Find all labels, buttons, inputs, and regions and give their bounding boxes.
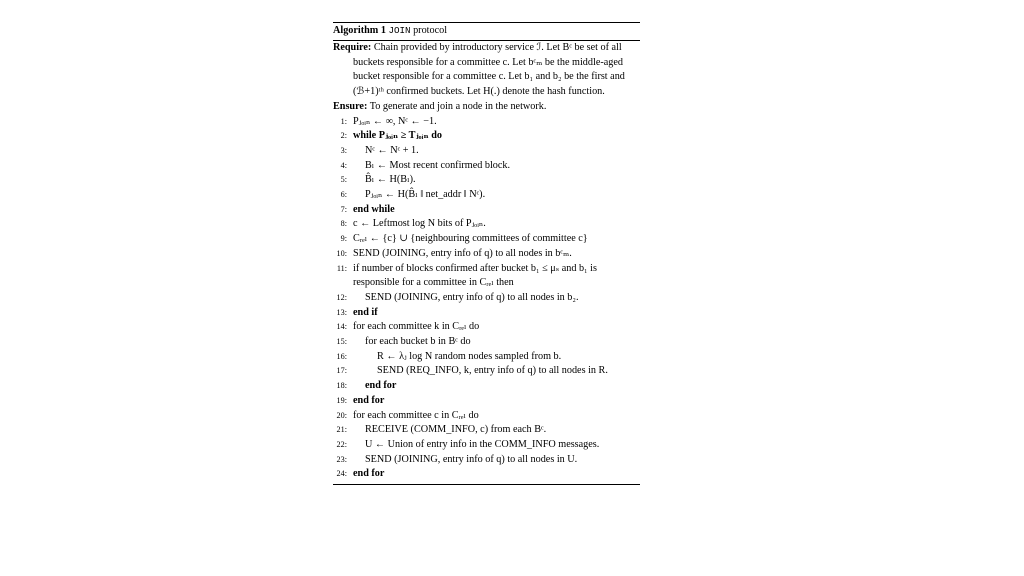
require-block — [333, 41, 640, 100]
ensure-label: Ensure: — [333, 100, 368, 112]
line-text: B̂ₗ ← H(Bₗ). — [365, 174, 416, 186]
line-number: 2: — [340, 131, 347, 141]
line-number: 10: — [336, 248, 347, 258]
line-number: 6: — [340, 190, 347, 200]
algo-line-1 — [333, 115, 640, 130]
require-label: Require: — [333, 42, 372, 53]
algo-line-3 — [333, 144, 640, 159]
algo-line-17 — [333, 364, 640, 379]
line-number: 20: — [336, 410, 347, 420]
line-number: 13: — [336, 307, 347, 317]
line-text: for each committee k in Cᵣₑₗ do — [353, 321, 480, 333]
line-text: while Pⱼₒᵢₙ ≥ Tⱼₒᵢₙ do — [353, 130, 442, 142]
algo-line-21 — [333, 423, 640, 438]
line-text: SEND (JOINING, entry info of q) to all nodes in U. — [365, 453, 578, 465]
line-text: Pⱼₒᵢₙ ← ∞, Nᶜ ← −1. — [353, 115, 437, 127]
line-number: 19: — [336, 395, 347, 405]
line-text: for each bucket b in Bᶜ do — [365, 336, 471, 348]
line-text: Pⱼₒᵢₙ ← H(B̂ₗ ‖ net_addr ‖ Nᶜ). — [365, 189, 486, 201]
line-number: 23: — [336, 454, 347, 464]
algo-line-19 — [333, 394, 640, 409]
line-text: if number of blocks confirmed after bucket b₁ ≤ μₛ and b₁ is responsible for a committee in Cᵣₑₗ then — [353, 262, 597, 289]
line-text: end for — [365, 380, 397, 392]
algo-line-6 — [333, 188, 640, 203]
algo-line-5 — [333, 173, 640, 188]
algorithm-name: JOIN — [388, 25, 411, 36]
line-text: end for — [353, 394, 385, 406]
algo-line-20 — [333, 409, 640, 424]
line-number: 7: — [340, 204, 347, 214]
algo-line-16 — [333, 350, 640, 365]
line-number: 16: — [336, 351, 347, 361]
line-text: end while — [353, 203, 395, 215]
line-text: c ← Leftmost log N bits of Pⱼₒᵢₙ. — [353, 218, 486, 230]
algo-line-10 — [333, 247, 640, 262]
algo-line-23 — [333, 453, 640, 468]
algo-line-15 — [333, 335, 640, 350]
line-number: 11: — [336, 263, 347, 273]
line-number: 14: — [336, 322, 347, 332]
require-text: Chain provided by introductory service ℐ. Let Bᶜ be set of all buckets responsible for a committee c. Let bᶜₘ be the middle-aged bucket responsible for a committee c. Let b₁ and b₂ be the first and (ℬ+1)ᵗʰ confirmed buckets. Let H(.) denote the hash function. — [353, 42, 625, 98]
algo-line-12 — [333, 291, 640, 306]
line-number: 1: — [340, 116, 347, 126]
line-number: 24: — [336, 469, 347, 479]
line-number: 9: — [340, 234, 347, 244]
line-text: SEND (JOINING, entry info of q) to all nodes in bᶜₘ. — [353, 247, 572, 259]
line-number: 18: — [336, 381, 347, 391]
line-text: end if — [353, 306, 378, 318]
line-text: RECEIVE (COMM_INFO, c) from each Bᶜ. — [365, 424, 547, 436]
algorithm-suffix: protocol — [413, 25, 448, 36]
algorithm-label: Algorithm 1 — [333, 25, 386, 36]
line-text: end for — [353, 468, 385, 480]
line-number: 5: — [340, 175, 347, 185]
algo-line-18 — [333, 379, 640, 394]
algo-line-22 — [333, 438, 640, 453]
line-number: 22: — [336, 439, 347, 449]
algorithm-title — [333, 23, 640, 39]
ensure-text: To generate and join a node in the network. — [369, 100, 547, 112]
algo-line-9 — [333, 232, 640, 247]
algorithm-box — [333, 22, 640, 485]
algo-line-14 — [333, 320, 640, 335]
line-text: for each committee c in Cᵣₑₗ do — [353, 409, 479, 421]
algo-line-4 — [333, 159, 640, 174]
line-text: Bₗ ← Most recent confirmed block. — [365, 159, 511, 171]
line-text: Nᶜ ← Nᶜ + 1. — [365, 144, 419, 156]
line-text: SEND (JOINING, entry info of q) to all nodes in b₂. — [365, 291, 579, 303]
line-number: 15: — [336, 337, 347, 347]
line-text: U ← Union of entry info in the COMM_INFO messages. — [365, 438, 600, 450]
algo-line-24 — [333, 467, 640, 482]
bottom-rule — [333, 484, 640, 485]
line-number: 8: — [340, 219, 347, 229]
algo-line-2 — [333, 129, 640, 144]
algo-line-11 — [333, 262, 640, 291]
line-number: 3: — [340, 145, 347, 155]
line-number: 17: — [336, 366, 347, 376]
ensure-block — [333, 100, 640, 115]
line-number: 21: — [336, 425, 347, 435]
line-text: R ← λⱼ log N random nodes sampled from b. — [377, 350, 562, 362]
line-text: SEND (REQ_INFO, k, entry info of q) to all nodes in R. — [377, 365, 608, 377]
algo-line-7 — [333, 203, 640, 218]
line-number: 4: — [340, 160, 347, 170]
line-text: Cᵣₑₗ ← {c} ∪ {neighbouring committees of committee c} — [353, 233, 588, 245]
algo-line-8 — [333, 217, 640, 232]
algo-line-13 — [333, 306, 640, 321]
line-number: 12: — [336, 292, 347, 302]
